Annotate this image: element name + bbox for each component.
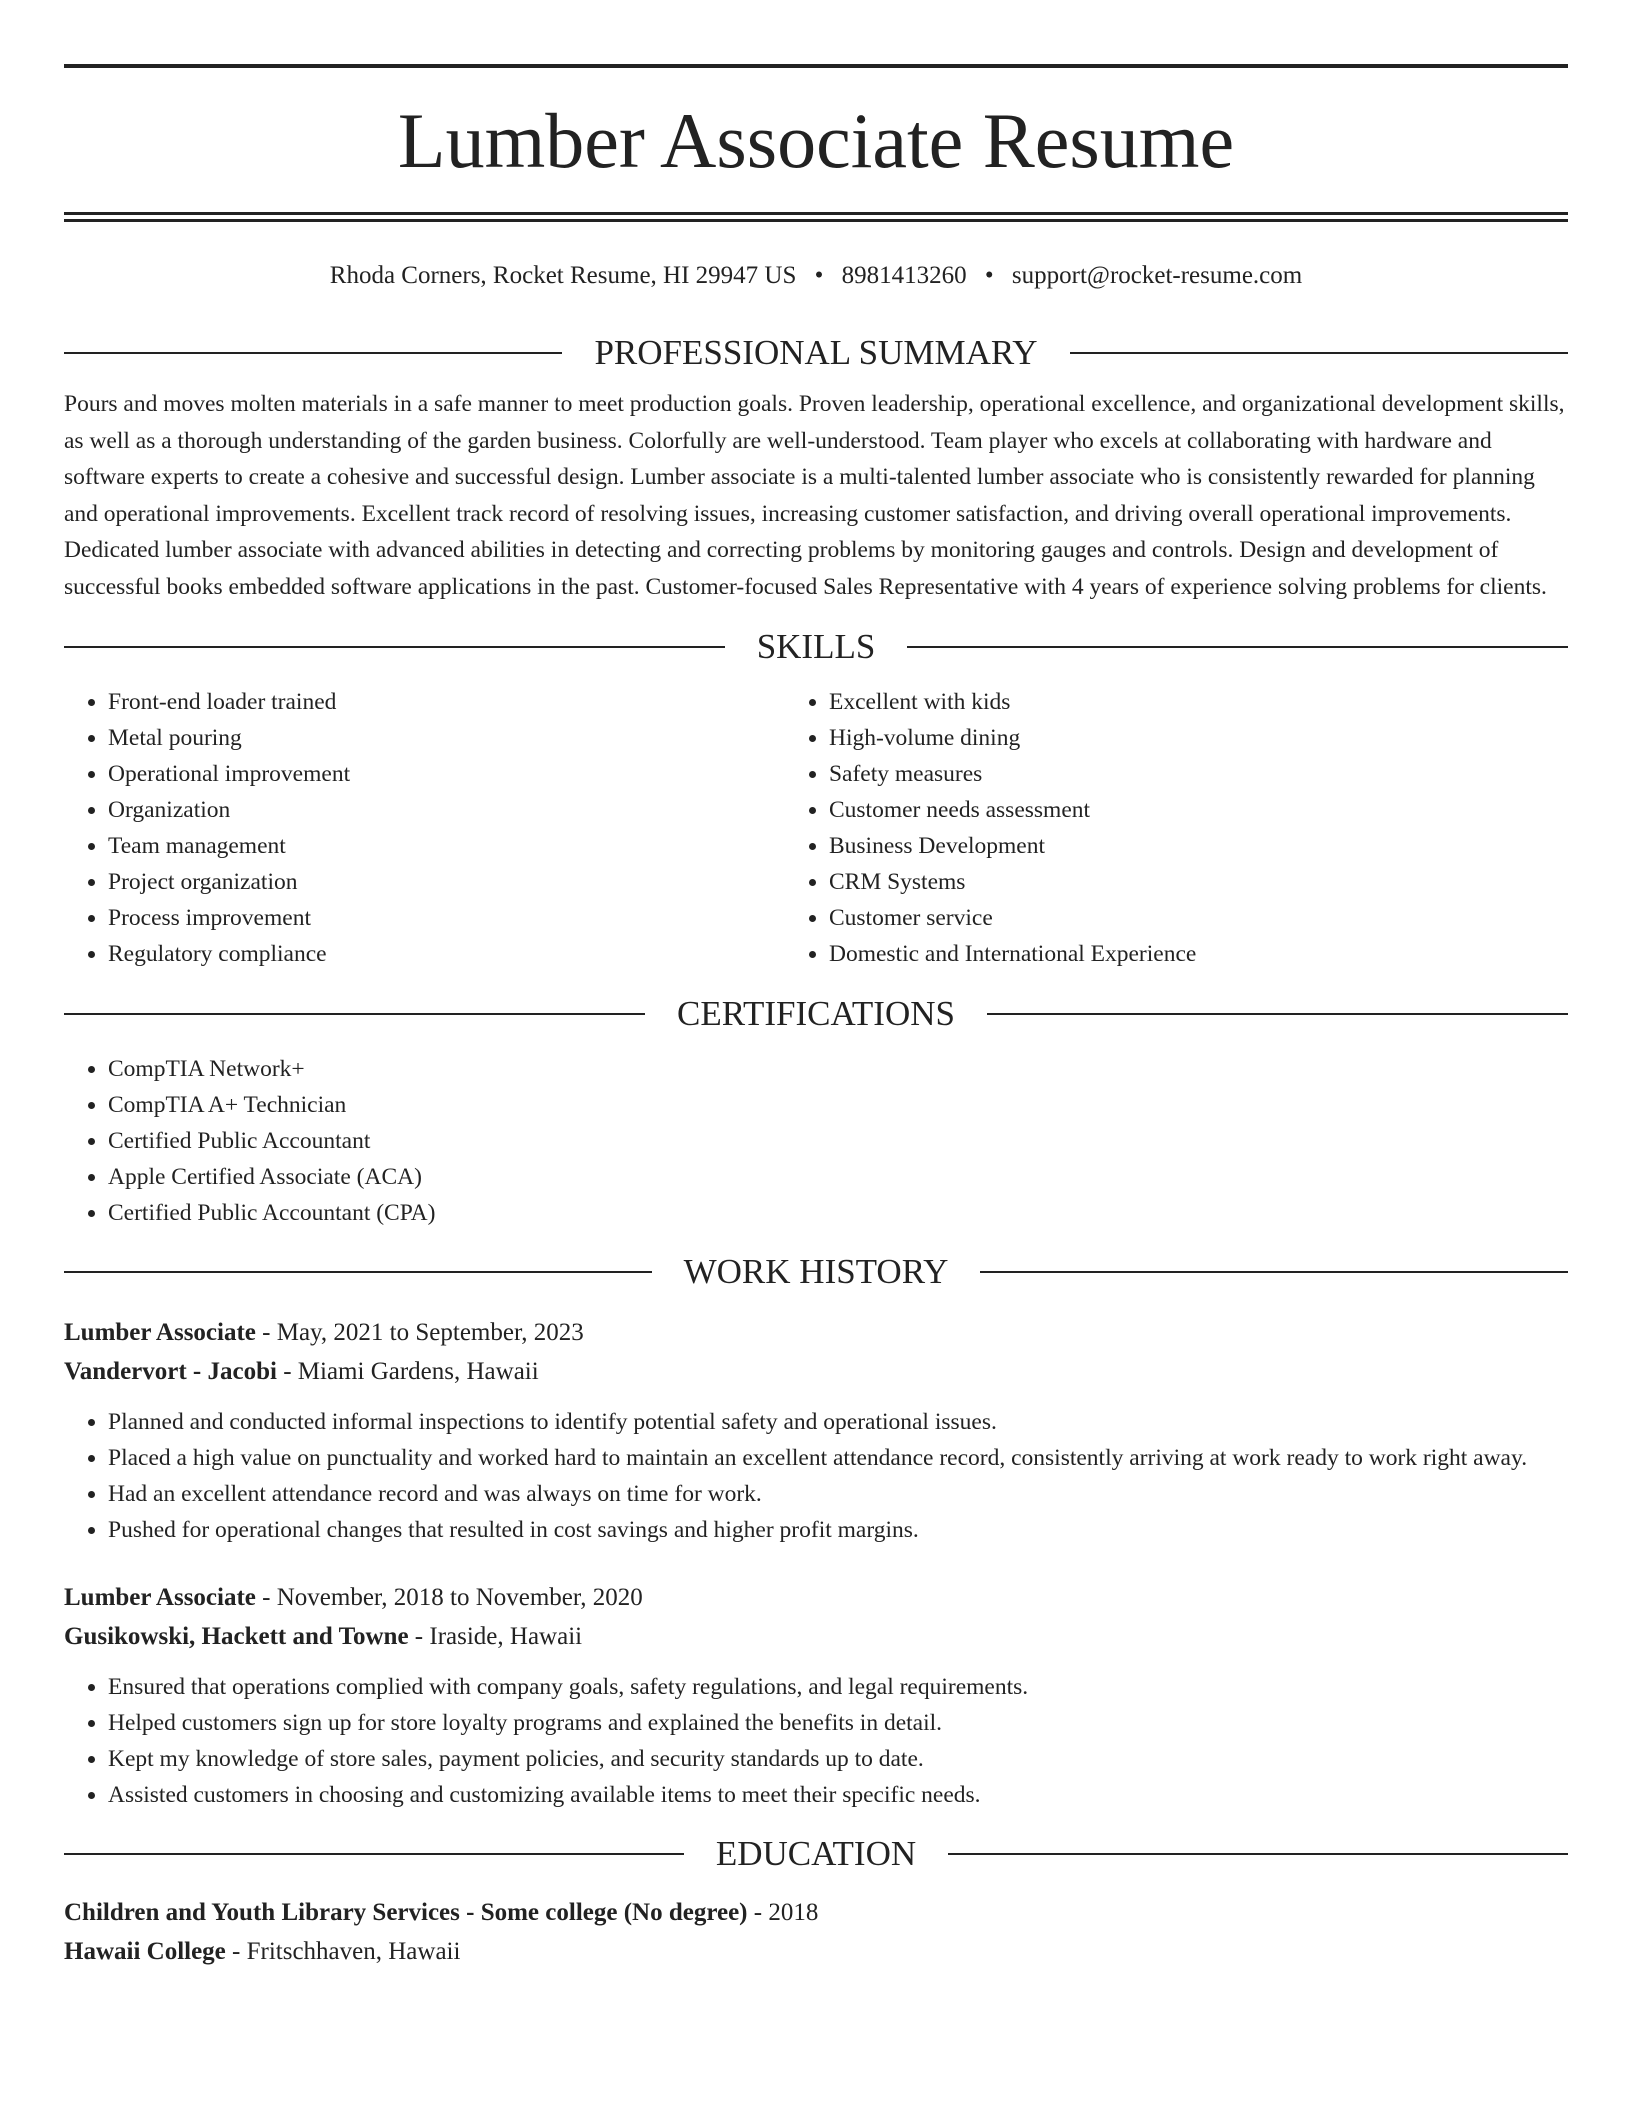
skill-item: • Customer service <box>829 900 1568 936</box>
contact-separator: • <box>814 262 824 289</box>
job-title-line <box>64 1313 1568 1352</box>
skill-item: • Organization <box>108 792 785 828</box>
heading-rule <box>948 1853 1568 1855</box>
job-bullet: • Helped customers sign up for store loyalty programs and explained the benefits in detail. <box>108 1705 1568 1741</box>
education-dash: - <box>232 1938 247 1965</box>
skill-item: • CRM Systems <box>829 864 1568 900</box>
skill-item: • Process improvement <box>108 900 785 936</box>
job-entry <box>64 1578 1568 1813</box>
job-bullet: • Planned and conducted informal inspections to identify potential safety and operational issues. <box>108 1404 1568 1440</box>
work-heading: WORK HISTORY <box>683 1252 949 1291</box>
heading-rule <box>64 646 725 648</box>
certifications-list <box>64 1051 1568 1231</box>
top-rule <box>64 64 1568 68</box>
heading-rule <box>1070 352 1568 354</box>
certification-item: • CompTIA Network+ <box>108 1051 1568 1087</box>
job-dash: - <box>262 1319 277 1346</box>
job-title: Lumber Associate <box>64 1319 256 1346</box>
contact-separator: • <box>984 262 994 289</box>
job-company-line <box>64 1352 1568 1391</box>
skills-heading: SKILLS <box>756 627 876 666</box>
education-location: Fritschhaven, Hawaii <box>246 1938 461 1965</box>
contact-email: support@rocket-resume.com <box>1011 262 1303 289</box>
job-bullet: • Had an excellent attendance record and was always on time for work. <box>108 1476 1568 1512</box>
education-heading: EDUCATION <box>715 1834 917 1873</box>
job-dash: - <box>283 1358 298 1385</box>
job-bullet: • Assisted customers in choosing and customizing available items to meet their specific needs. <box>108 1777 1568 1813</box>
certification-item: • Certified Public Accountant (CPA) <box>108 1195 1568 1231</box>
skill-item: • Safety measures <box>829 756 1568 792</box>
heading-rule <box>980 1271 1568 1273</box>
education-dash: - <box>753 1899 769 1926</box>
job-title: Lumber Associate <box>64 1584 256 1611</box>
skill-item: • Operational improvement <box>108 756 785 792</box>
skill-item: • Regulatory compliance <box>108 936 785 972</box>
education-program-line <box>64 1893 1568 1932</box>
job-company: Vandervort - Jacobi <box>64 1358 277 1385</box>
job-company-line <box>64 1617 1568 1656</box>
education-school: Hawaii College <box>64 1938 226 1965</box>
certifications-heading: CERTIFICATIONS <box>677 994 955 1033</box>
education-school-line <box>64 1932 1568 1971</box>
title-double-rule <box>64 212 1568 222</box>
job-bullet: • Ensured that operations complied with company goals, safety regulations, and legal requirements. <box>108 1669 1568 1705</box>
skill-item: • Metal pouring <box>108 720 785 756</box>
page-title: Lumber Associate Resume <box>397 97 1235 184</box>
skill-item: • Domestic and International Experience <box>829 936 1568 972</box>
job-dash: - <box>262 1584 277 1611</box>
heading-rule <box>987 1013 1568 1015</box>
certification-item: • CompTIA A+ Technician <box>108 1087 1568 1123</box>
job-bullet: • Pushed for operational changes that resulted in cost savings and higher profit margins. <box>108 1512 1568 1548</box>
job-entry <box>64 1313 1568 1548</box>
heading-rule <box>64 352 562 354</box>
education-program: Children and Youth Library Services - Some college (No degree) <box>64 1899 748 1926</box>
skills-list-left <box>64 684 785 972</box>
skills-section-heading <box>64 624 1568 670</box>
job-location: Miami Gardens, Hawaii <box>297 1358 539 1385</box>
summary-section-heading <box>64 330 1568 376</box>
job-company: Gusikowski, Hackett and Towne <box>64 1623 409 1650</box>
job-dates: November, 2018 to November, 2020 <box>276 1584 643 1611</box>
skill-item: • Project organization <box>108 864 785 900</box>
heading-rule <box>64 1853 684 1855</box>
job-bullets <box>64 1669 1568 1813</box>
heading-rule <box>64 1271 652 1273</box>
education-section-heading <box>64 1831 1568 1877</box>
contact-address: Rhoda Corners, Rocket Resume, HI 29947 US <box>329 262 797 289</box>
heading-rule <box>64 1013 645 1015</box>
job-bullets <box>64 1404 1568 1548</box>
skill-item: • Business Development <box>829 828 1568 864</box>
summary-heading: PROFESSIONAL SUMMARY <box>594 333 1038 372</box>
skill-item: • Excellent with kids <box>829 684 1568 720</box>
skill-item: • Front-end loader trained <box>108 684 785 720</box>
job-dates: May, 2021 to September, 2023 <box>276 1319 584 1346</box>
resume-page <box>64 64 1568 1971</box>
heading-rule <box>907 646 1568 648</box>
skills-columns <box>64 684 1568 972</box>
contact-phone: 8981413260 <box>841 262 967 289</box>
education-year: 2018 <box>768 1899 819 1926</box>
job-bullet: • Kept my knowledge of store sales, payment policies, and security standards up to date. <box>108 1741 1568 1777</box>
job-title-line <box>64 1578 1568 1617</box>
skill-item: • Team management <box>108 828 785 864</box>
skills-list-right <box>785 684 1568 972</box>
work-section-heading <box>64 1249 1568 1295</box>
certifications-section-heading <box>64 991 1568 1037</box>
certification-item: • Apple Certified Associate (ACA) <box>108 1159 1568 1195</box>
certification-item: • Certified Public Accountant <box>108 1123 1568 1159</box>
summary-paragraph: Pours and moves molten materials in a safe manner to meet production goals. Proven leadership, operational excellence, and organizational development skills, as well as a thorough understanding of the garden business. Colorfully are well-understood. Team player who excels at collaborating with hardware and software experts to create a cohesive and successful design. Lumber associate is a multi-talented lumber associate who is consistently rewarded for planning and operational improvements. Excellent track record of resolving issues, increasing customer satisfaction, and driving overall operational improvements. Dedicated lumber associate with advanced abilities in detecting and correcting problems by monitoring gauges and controls. Design and development of successful books embedded software applications in the past. Customer-focused Sales Representative with 4 years of experience solving problems for clients. <box>64 391 1565 600</box>
education-entry <box>64 1893 1568 1971</box>
contact-line <box>64 256 1568 296</box>
job-bullet: • Placed a high value on punctuality and worked hard to maintain an excellent attendance record, consistently arriving at work ready to work right away. <box>108 1440 1568 1476</box>
skill-item: • Customer needs assessment <box>829 792 1568 828</box>
job-location: Iraside, Hawaii <box>429 1623 583 1650</box>
skill-item: • High-volume dining <box>829 720 1568 756</box>
job-dash: - <box>414 1623 430 1650</box>
